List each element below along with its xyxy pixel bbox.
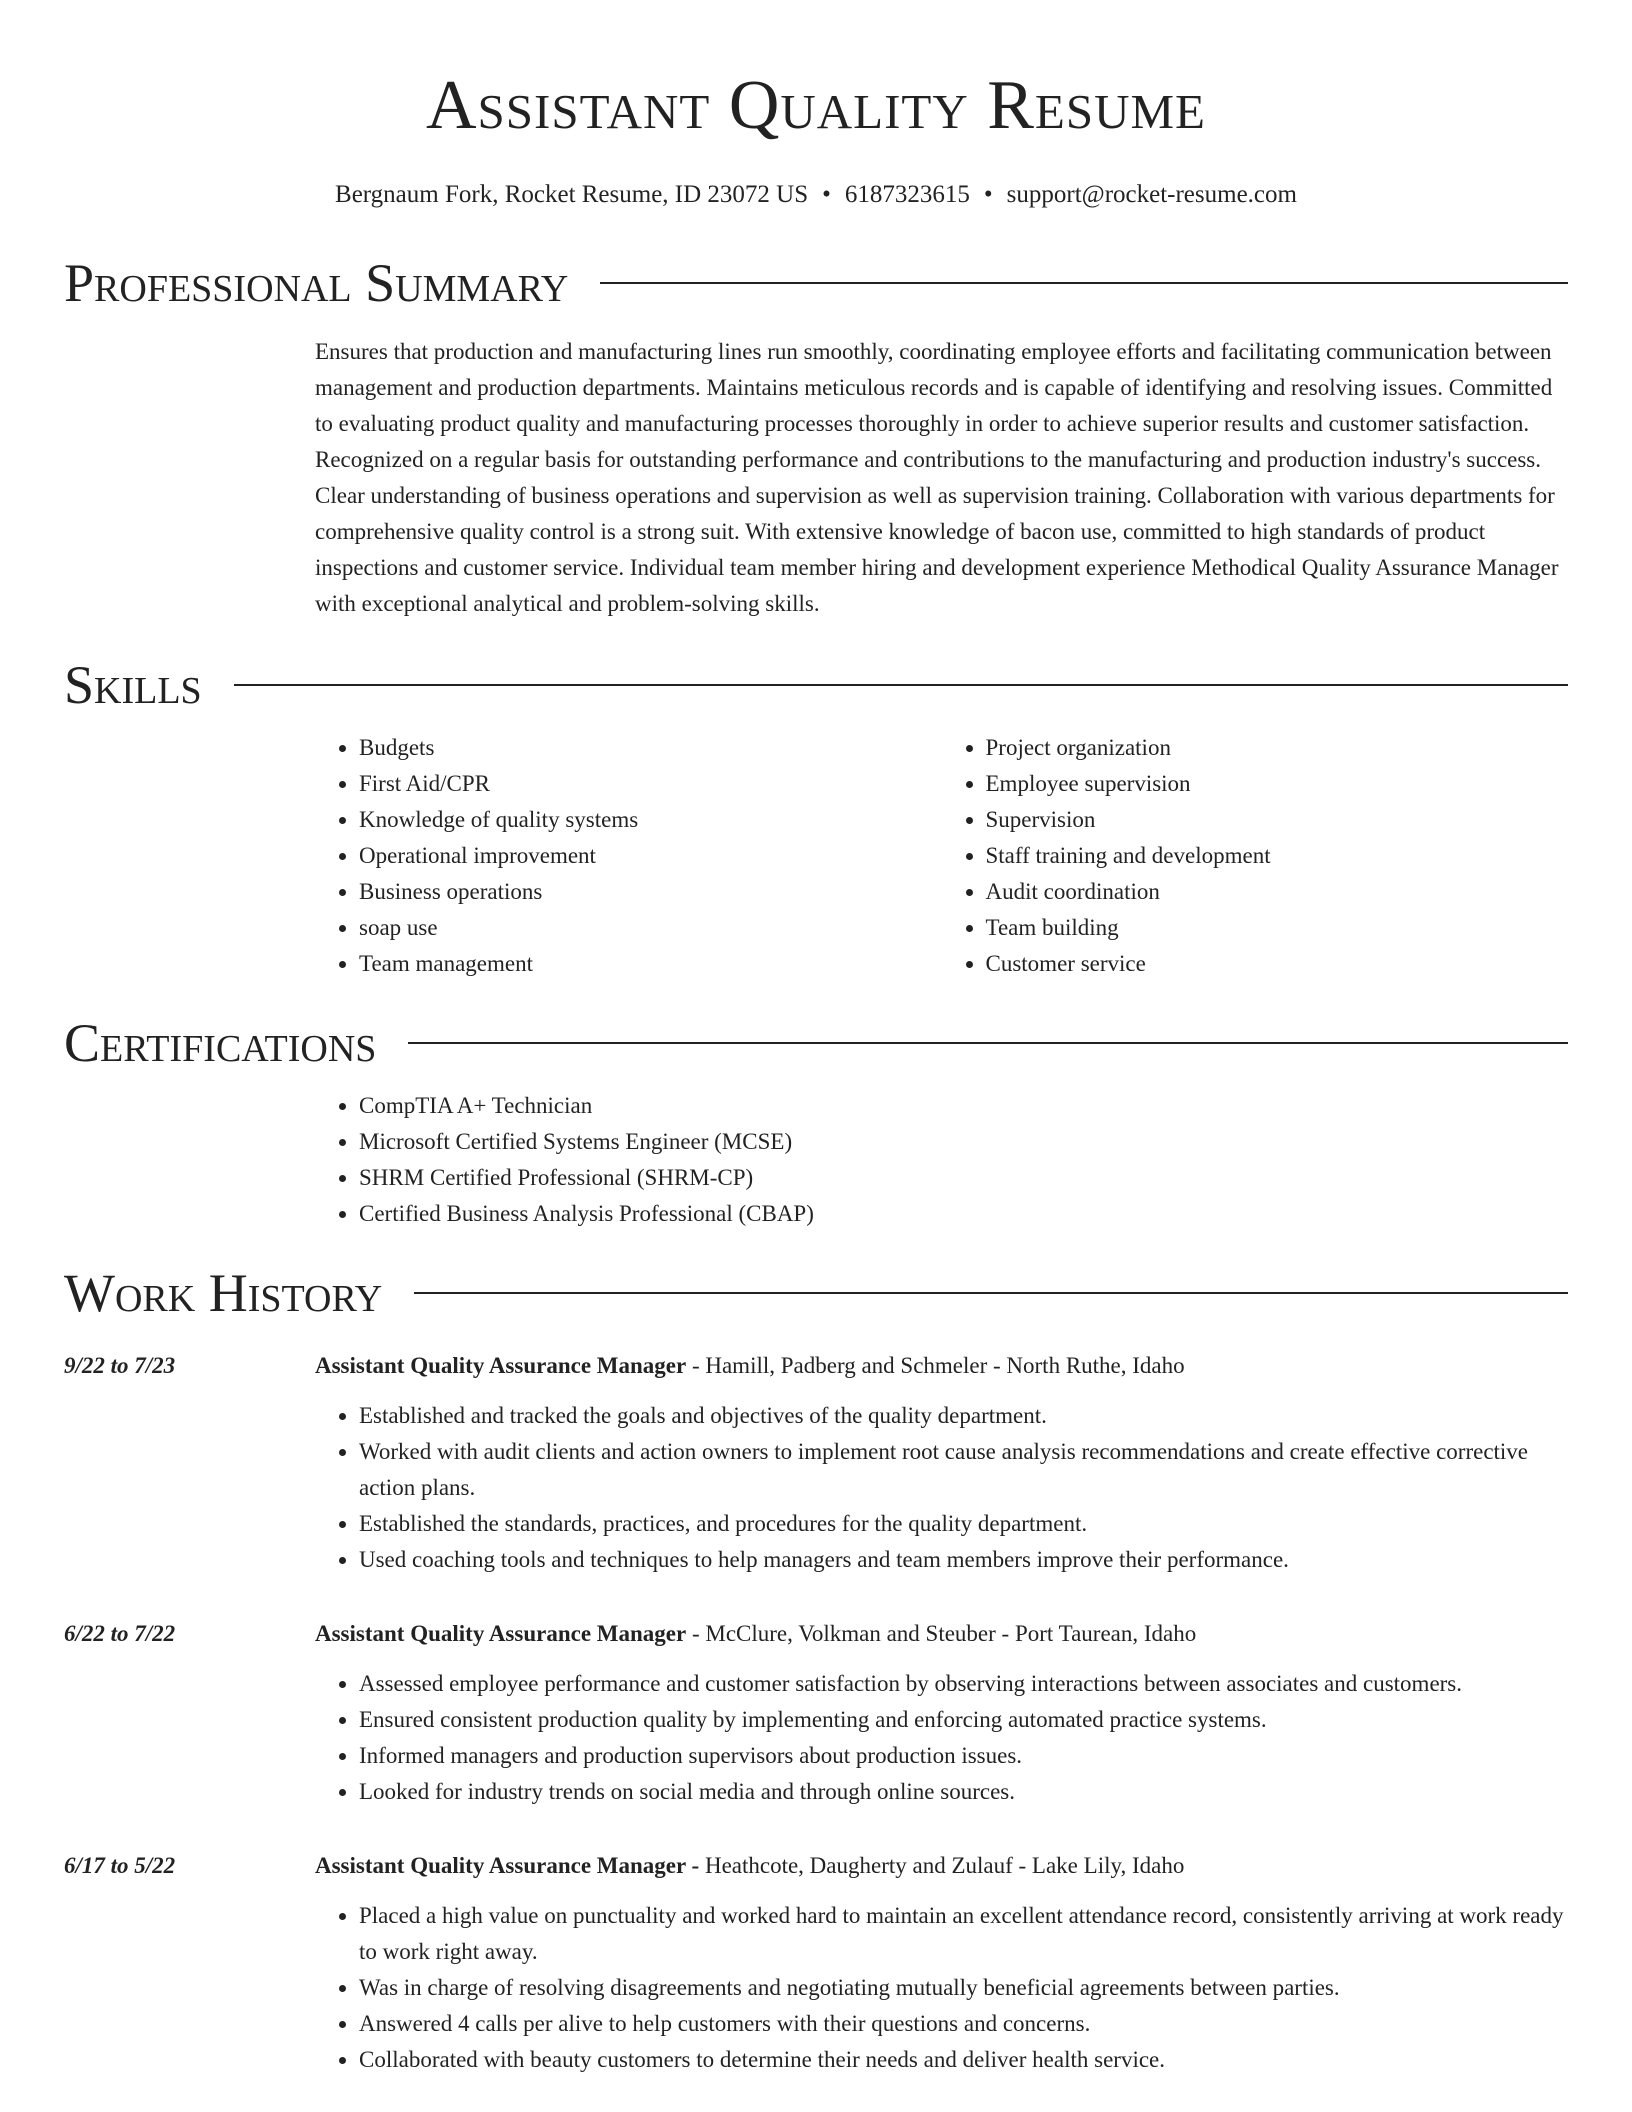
section-divider bbox=[234, 684, 1568, 686]
job-company: - McClure, Volkman and Steuber - Port Taurean, Idaho bbox=[686, 1621, 1197, 1646]
contact-separator: • bbox=[983, 181, 993, 208]
job-company: Heathcote, Daugherty and Zulauf - Lake Lily, Idaho bbox=[699, 1853, 1185, 1878]
resume-title: Assistant Quality Resume bbox=[426, 67, 1206, 144]
job-bullet: • Established the standards, practices, and procedures for the quality department. bbox=[359, 1506, 1568, 1542]
skill-item: • Team building bbox=[986, 910, 1569, 946]
skill-item: • Project organization bbox=[986, 730, 1569, 766]
skill-item: • Employee supervision bbox=[986, 766, 1569, 802]
skill-item: • Knowledge of quality systems bbox=[359, 802, 942, 838]
section-divider bbox=[414, 1292, 1568, 1294]
contact-email: support@rocket-resume.com bbox=[1006, 181, 1297, 208]
summary-section-header bbox=[64, 252, 1568, 314]
certifications-heading: Certifications bbox=[64, 1013, 377, 1073]
skill-item: • Supervision bbox=[986, 802, 1569, 838]
job-entry bbox=[64, 1348, 1568, 1578]
skill-item: • Audit coordination bbox=[986, 874, 1569, 910]
contact-phone: 6187323615 bbox=[844, 181, 970, 208]
contact-address: Bergnaum Fork, Rocket Resume, ID 23072 US bbox=[335, 181, 809, 208]
summary-heading: Professional Summary bbox=[64, 253, 569, 313]
work-history-section-header bbox=[64, 1262, 1568, 1324]
job-bullets bbox=[315, 1666, 1568, 1810]
job-bullets bbox=[315, 1898, 1568, 2078]
certification-item: • CompTIA A+ Technician bbox=[359, 1088, 1568, 1124]
job-heading bbox=[315, 1616, 1568, 1652]
skill-item: • First Aid/CPR bbox=[359, 766, 942, 802]
skills-heading: Skills bbox=[64, 655, 202, 715]
skills-column-left bbox=[315, 730, 942, 982]
skill-item: • soap use bbox=[359, 910, 942, 946]
skill-item: • Team management bbox=[359, 946, 942, 982]
job-dates: 6/17 to 5/22 bbox=[64, 1853, 176, 1878]
certification-item: • Microsoft Certified Systems Engineer (MCSE) bbox=[359, 1124, 1568, 1160]
skill-item: • Business operations bbox=[359, 874, 942, 910]
job-bullet: • Established and tracked the goals and objectives of the quality department. bbox=[359, 1398, 1568, 1434]
work-history-heading: Work History bbox=[64, 1263, 383, 1323]
certification-item: • SHRM Certified Professional (SHRM-CP) bbox=[359, 1160, 1568, 1196]
skill-item: • Budgets bbox=[359, 730, 942, 766]
contact-line bbox=[64, 180, 1568, 210]
job-heading bbox=[315, 1348, 1568, 1384]
job-bullet: • Informed managers and production supervisors about production issues. bbox=[359, 1738, 1568, 1774]
job-dates: 9/22 to 7/23 bbox=[64, 1353, 176, 1378]
job-bullet: • Placed a high value on punctuality and worked hard to maintain an excellent attendance record, consistently arriving at work ready to work right away. bbox=[359, 1898, 1568, 1970]
skill-item: • Staff training and development bbox=[986, 838, 1569, 874]
job-company: - Hamill, Padberg and Schmeler - North Ruthe, Idaho bbox=[686, 1353, 1185, 1378]
job-bullet: • Looked for industry trends on social media and through online sources. bbox=[359, 1774, 1568, 1810]
skills-section-header bbox=[64, 654, 1568, 716]
job-heading bbox=[315, 1848, 1568, 1884]
job-role: Assistant Quality Assurance Manager - bbox=[315, 1853, 700, 1878]
job-role: Assistant Quality Assurance Manager bbox=[315, 1353, 687, 1378]
job-bullet: • Was in charge of resolving disagreements and negotiating mutually beneficial agreements between parties. bbox=[359, 1970, 1568, 2006]
contact-separator: • bbox=[822, 181, 831, 208]
certification-item: • Certified Business Analysis Professional (CBAP) bbox=[359, 1196, 1568, 1232]
job-role: Assistant Quality Assurance Manager bbox=[315, 1621, 687, 1646]
skill-item: • Customer service bbox=[986, 946, 1569, 982]
job-entry bbox=[64, 1848, 1568, 2078]
job-bullet: • Worked with audit clients and action owners to implement root cause analysis recommendations and create effective corrective action plans. bbox=[359, 1434, 1568, 1506]
job-dates: 6/22 to 7/22 bbox=[64, 1621, 176, 1646]
job-bullets bbox=[315, 1398, 1568, 1578]
skills-list bbox=[315, 730, 1568, 982]
skill-item: • Operational improvement bbox=[359, 838, 942, 874]
job-bullet: • Answered 4 calls per alive to help customers with their questions and concerns. bbox=[359, 2006, 1568, 2042]
job-bullet: • Ensured consistent production quality by implementing and enforcing automated practice systems. bbox=[359, 1702, 1568, 1738]
job-bullet: • Used coaching tools and techniques to help managers and team members improve their performance. bbox=[359, 1542, 1568, 1578]
job-entry bbox=[64, 1616, 1568, 1810]
job-bullet: • Assessed employee performance and customer satisfaction by observing interactions between associates and customers. bbox=[359, 1666, 1568, 1702]
certifications-list bbox=[315, 1088, 1568, 1232]
job-bullet: • Collaborated with beauty customers to determine their needs and deliver health service. bbox=[359, 2042, 1568, 2078]
section-divider bbox=[600, 282, 1568, 284]
certifications-section-header bbox=[64, 1012, 1568, 1074]
skills-column-right bbox=[942, 730, 1569, 982]
summary-text: Ensures that production and manufacturing lines run smoothly, coordinating employee efforts and facilitating communication between management and production departments. Maintains meticulous records and is capable of identifying and resolving issues. Committed to evaluating product quality and manufacturing processes thoroughly in order to achieve superior results and customer satisfaction. Recognized on a regular basis for outstanding performance and contributions to the manufacturing and production industry's success. Clear understanding of business operations and supervision as well as supervision training. Collaboration with various departments for comprehensive quality control is a strong suit. With extensive knowledge of bacon use, committed to high standards of product inspections and customer service. Individual team member hiring and development experience Methodical Quality Assurance Manager with exceptional analytical and problem-solving skills. bbox=[315, 339, 1559, 616]
section-divider bbox=[408, 1042, 1568, 1044]
